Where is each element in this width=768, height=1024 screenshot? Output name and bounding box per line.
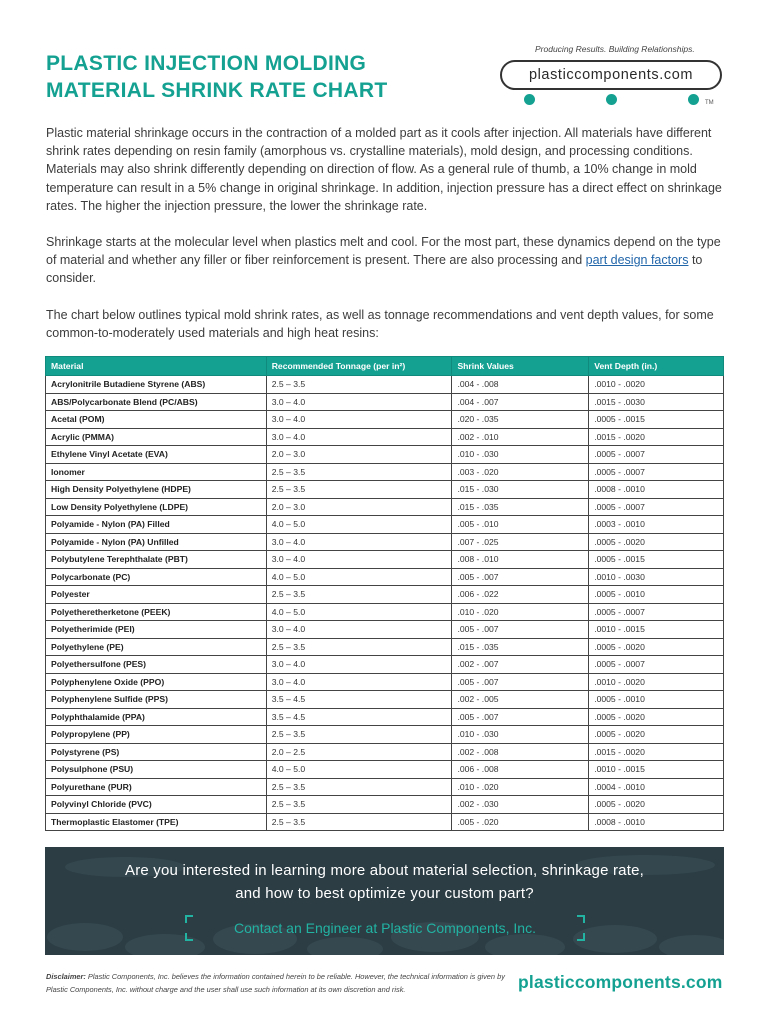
table-row (46, 656, 724, 674)
cta-heading (45, 859, 724, 905)
cell-tonnage: 2.5 – 3.5 (266, 463, 452, 481)
table-row (46, 498, 724, 516)
cell-tonnage: 3.0 – 4.0 (266, 621, 452, 639)
cell-material: Polystyrene (PS) (46, 743, 267, 761)
cell-shrink: .015 - .035 (452, 498, 589, 516)
table-row (46, 603, 724, 621)
cell-shrink: .002 - .010 (452, 428, 589, 446)
bracket-corner-icon (577, 915, 585, 923)
cell-vent-depth: .0015 - .0020 (589, 428, 724, 446)
header-tonnage: Recommended Tonnage (per in²) (266, 357, 452, 376)
table-row (46, 411, 724, 429)
cell-shrink: .006 - .008 (452, 761, 589, 779)
intro-text: Shrinkage starts at the molecular level when plastics melt and cool. For the most part, these dynamics depend on the type of material and whether any filler or fiber reinforcement is present. There are also processing and (46, 235, 721, 268)
cell-vent-depth: .0005 - .0020 (589, 638, 724, 656)
cell-material: Acrylonitrile Butadiene Styrene (ABS) (46, 376, 267, 394)
cell-shrink: .006 - .022 (452, 586, 589, 604)
cell-vent-depth: .0010 - .0020 (589, 673, 724, 691)
cell-vent-depth: .0005 - .0015 (589, 411, 724, 429)
table-row (46, 708, 724, 726)
cell-shrink: .005 - .007 (452, 568, 589, 586)
title-line-2: MATERIAL SHRINK RATE CHART (46, 79, 388, 102)
cell-material: Polyvinyl Chloride (PVC) (46, 796, 267, 814)
table-row (46, 778, 724, 796)
cell-vent-depth: .0010 - .0030 (589, 568, 724, 586)
cell-vent-depth: .0005 - .0020 (589, 726, 724, 744)
cell-material: Polyethylene (PE) (46, 638, 267, 656)
cell-shrink: .015 - .030 (452, 481, 589, 499)
cell-vent-depth: .0005 - .0015 (589, 551, 724, 569)
cell-shrink: .007 - .025 (452, 533, 589, 551)
cell-material: Polyethersulfone (PES) (46, 656, 267, 674)
cell-shrink: .015 - .035 (452, 638, 589, 656)
table-row (46, 463, 724, 481)
header-shrink: Shrink Values (452, 357, 589, 376)
cell-shrink: .008 - .010 (452, 551, 589, 569)
cell-vent-depth: .0005 - .0007 (589, 446, 724, 464)
cell-shrink: .010 - .030 (452, 726, 589, 744)
cell-shrink: .005 - .007 (452, 621, 589, 639)
cell-material: Polyphenylene Oxide (PPO) (46, 673, 267, 691)
cell-vent-depth: .0003 - .0010 (589, 516, 724, 534)
shrink-rate-table (45, 356, 724, 831)
cell-vent-depth: .0010 - .0020 (589, 376, 724, 394)
cell-tonnage: 2.0 – 2.5 (266, 743, 452, 761)
cell-tonnage: 2.5 – 3.5 (266, 586, 452, 604)
cell-shrink: .010 - .030 (452, 446, 589, 464)
cell-material: Polyphenylene Sulfide (PPS) (46, 691, 267, 709)
cta-line-1: Are you interested in learning more about material selection, shrinkage rate, (124, 862, 644, 879)
cell-material: Polybutylene Terephthalate (PBT) (46, 551, 267, 569)
cell-shrink: .005 - .020 (452, 813, 589, 831)
cell-tonnage: 2.5 – 3.5 (266, 813, 452, 831)
cell-material: Acetal (POM) (46, 411, 267, 429)
cell-shrink: .002 - .005 (452, 691, 589, 709)
header-vent-depth: Vent Depth (in.) (589, 357, 724, 376)
table-row (46, 376, 724, 394)
cell-vent-depth: .0015 - .0030 (589, 393, 724, 411)
cell-shrink: .002 - .007 (452, 656, 589, 674)
table-row (46, 551, 724, 569)
table-body (46, 376, 724, 831)
footer-brand-link[interactable]: plasticcomponents.com (518, 972, 723, 992)
cell-shrink: .004 - .007 (452, 393, 589, 411)
disclaimer-text: Plastic Components, Inc. believes the information contained herein to be reliable. However, the technical information is given by Plastic Components, Inc. without charge and the user shall use such information at its own discretion and risk. (46, 972, 505, 994)
cell-vent-depth: .0010 - .0015 (589, 761, 724, 779)
cell-tonnage: 3.0 – 4.0 (266, 656, 452, 674)
logo-dot-icon (606, 94, 617, 105)
cell-shrink: .005 - .010 (452, 516, 589, 534)
table-row (46, 446, 724, 464)
cell-material: Polyphthalamide (PPA) (46, 708, 267, 726)
cell-material: ABS/Polycarbonate Blend (PC/ABS) (46, 393, 267, 411)
cell-tonnage: 2.0 – 3.0 (266, 446, 452, 464)
cell-tonnage: 3.0 – 4.0 (266, 393, 452, 411)
cell-shrink: .010 - .020 (452, 778, 589, 796)
title-line-1: PLASTIC INJECTION MOLDING (46, 52, 367, 75)
cell-shrink: .005 - .007 (452, 673, 589, 691)
brand-logo[interactable] (500, 40, 722, 110)
logo-dot-icon (524, 94, 535, 105)
intro-paragraph-3: The chart below outlines typical mold shrink rates, as well as tonnage recommendations and vent depth values, for some common-to-moderately used materials and high heat resins: (46, 308, 714, 341)
cell-shrink: .010 - .020 (452, 603, 589, 621)
table-row (46, 673, 724, 691)
table-row (46, 568, 724, 586)
cell-vent-depth: .0005 - .0020 (589, 533, 724, 551)
table-row (46, 621, 724, 639)
cell-material: Polysulphone (PSU) (46, 761, 267, 779)
cell-shrink: .004 - .008 (452, 376, 589, 394)
page-title (46, 50, 466, 104)
cell-vent-depth: .0005 - .0020 (589, 708, 724, 726)
cell-tonnage: 2.5 – 3.5 (266, 778, 452, 796)
table-row (46, 428, 724, 446)
cell-tonnage: 3.0 – 4.0 (266, 411, 452, 429)
cell-vent-depth: .0004 - .0010 (589, 778, 724, 796)
cell-material: Low Density Polyethylene (LDPE) (46, 498, 267, 516)
table-row (46, 533, 724, 551)
cell-tonnage: 2.5 – 3.5 (266, 376, 452, 394)
cell-tonnage: 3.0 – 4.0 (266, 533, 452, 551)
cell-tonnage: 3.0 – 4.0 (266, 551, 452, 569)
bracket-corner-icon (185, 915, 193, 923)
cell-tonnage: 2.0 – 3.0 (266, 498, 452, 516)
cell-vent-depth: .0005 - .0007 (589, 603, 724, 621)
cell-material: Thermoplastic Elastomer (TPE) (46, 813, 267, 831)
cell-tonnage: 3.0 – 4.0 (266, 673, 452, 691)
cell-tonnage: 3.5 – 4.5 (266, 708, 452, 726)
cell-vent-depth: .0005 - .0020 (589, 796, 724, 814)
cell-vent-depth: .0005 - .0010 (589, 586, 724, 604)
cell-vent-depth: .0005 - .0007 (589, 656, 724, 674)
table-row (46, 813, 724, 831)
brand-name-pill: plasticcomponents.com (500, 60, 722, 90)
table-header-row (46, 357, 724, 376)
cell-vent-depth: .0015 - .0020 (589, 743, 724, 761)
part-design-factors-link[interactable]: part design factors (585, 253, 689, 268)
table-row (46, 481, 724, 499)
cell-tonnage: 2.5 – 3.5 (266, 796, 452, 814)
logo-dot-icon (688, 94, 699, 105)
cell-tonnage: 4.0 – 5.0 (266, 516, 452, 534)
cell-material: Polyamide - Nylon (PA) Unfilled (46, 533, 267, 551)
cell-material: Polyurethane (PUR) (46, 778, 267, 796)
disclaimer (46, 971, 516, 996)
table-row (46, 743, 724, 761)
contact-engineer-label: Contact an Engineer at Plastic Components, Inc. (234, 920, 536, 936)
intro-paragraph-2 (46, 233, 726, 288)
header-material: Material (46, 357, 267, 376)
cell-material: Ethylene Vinyl Acetate (EVA) (46, 446, 267, 464)
cell-shrink: .002 - .008 (452, 743, 589, 761)
table-row (46, 691, 724, 709)
cell-material: Polypropylene (PP) (46, 726, 267, 744)
cell-tonnage: 2.5 – 3.5 (266, 726, 452, 744)
cell-vent-depth: .0008 - .0010 (589, 813, 724, 831)
cell-tonnage: 2.5 – 3.5 (266, 638, 452, 656)
table-row (46, 726, 724, 744)
cell-tonnage: 4.0 – 5.0 (266, 568, 452, 586)
cell-material: Polycarbonate (PC) (46, 568, 267, 586)
bracket-corner-icon (577, 933, 585, 941)
bracket-corner-icon (185, 933, 193, 941)
intro-paragraph-1: Plastic material shrinkage occurs in the contraction of a molded part as it cools after injection. All materials have different shrink rates depending on resin family (amorphous vs. crystalline materials), mold design, and processing conditions. Materials may also shrink differently depending on direction of flow. As a general rule of thumb, a 10% change in mold temperature can result in a 5% change in original shrinkage. In addition, injection pressure has a direct effect on shrinkage rates. The higher the injection pressure, the lower the shrinkage rate. (46, 126, 722, 213)
cell-vent-depth: .0005 - .0010 (589, 691, 724, 709)
cell-vent-depth: .0005 - .0007 (589, 463, 724, 481)
table-row (46, 586, 724, 604)
cell-material: Acrylic (PMMA) (46, 428, 267, 446)
cell-material: Polyester (46, 586, 267, 604)
cell-tonnage: 2.5 – 3.5 (266, 481, 452, 499)
cell-tonnage: 4.0 – 5.0 (266, 603, 452, 621)
cell-material: Polyetheretherketone (PEEK) (46, 603, 267, 621)
cell-material: Polyamide - Nylon (PA) Filled (46, 516, 267, 534)
cell-vent-depth: .0008 - .0010 (589, 481, 724, 499)
table-row (46, 393, 724, 411)
cell-material: Ionomer (46, 463, 267, 481)
cell-tonnage: 4.0 – 5.0 (266, 761, 452, 779)
table-row (46, 796, 724, 814)
brand-tagline: Producing Results. Building Relationships. (535, 44, 695, 54)
cell-material: High Density Polyethylene (HDPE) (46, 481, 267, 499)
disclaimer-label: Disclaimer: (46, 972, 86, 981)
cta-line-2: and how to best optimize your custom part? (235, 885, 534, 902)
cell-shrink: .005 - .007 (452, 708, 589, 726)
cell-tonnage: 3.5 – 4.5 (266, 691, 452, 709)
cell-vent-depth: .0005 - .0007 (589, 498, 724, 516)
cell-shrink: .002 - .030 (452, 796, 589, 814)
contact-engineer-button[interactable] (185, 915, 585, 941)
table-row (46, 761, 724, 779)
intro-text: to consider. (46, 253, 703, 286)
table-row (46, 638, 724, 656)
cell-vent-depth: .0010 - .0015 (589, 621, 724, 639)
cta-banner (45, 847, 724, 955)
cell-material: Polyetherimide (PEI) (46, 621, 267, 639)
trademark-mark: TM (705, 100, 714, 106)
table-row (46, 516, 724, 534)
cell-shrink: .020 - .035 (452, 411, 589, 429)
cell-shrink: .003 - .020 (452, 463, 589, 481)
cell-tonnage: 3.0 – 4.0 (266, 428, 452, 446)
